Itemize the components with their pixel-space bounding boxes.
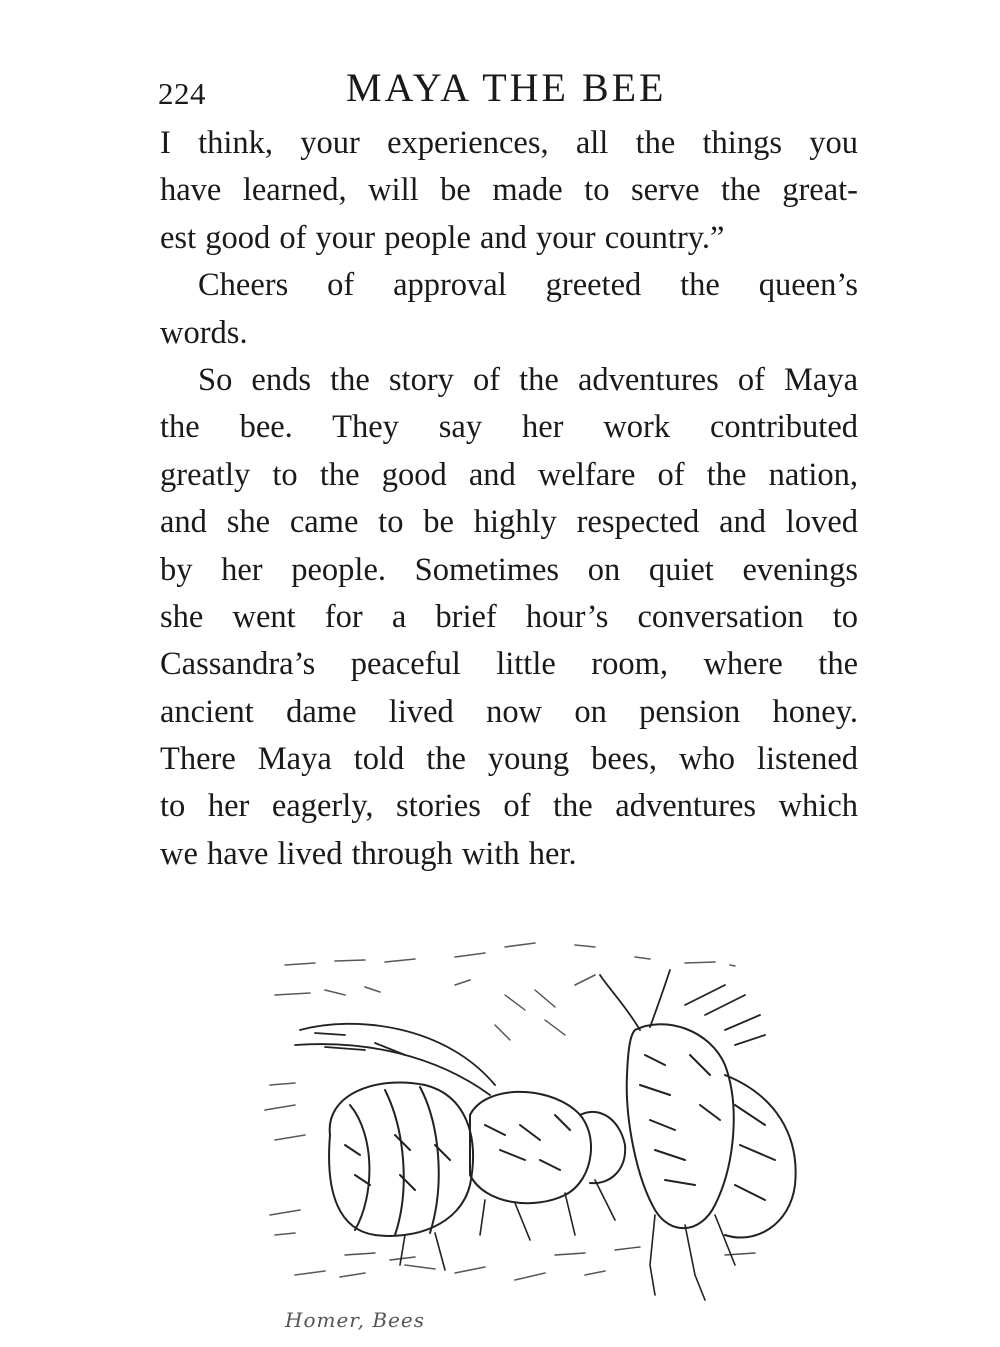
body-text	[160, 120, 858, 878]
illustration-signature: Homer, Bees	[285, 1308, 425, 1332]
text-line: we have lived through with her.	[160, 835, 577, 872]
page-header	[158, 62, 858, 112]
text-line: greatly to the good and welfare of the nation,	[160, 456, 858, 493]
text-line: Cassandra’s peaceful little room, where the	[160, 646, 858, 683]
text-line: the bee. They say her work contributed	[160, 409, 858, 446]
text-line: have learned, will be made to serve the great-	[160, 172, 858, 209]
paragraph-3	[160, 357, 858, 878]
paragraph-2	[160, 262, 858, 357]
text-line: There Maya told the young bees, who listened	[160, 741, 858, 778]
text-line: to her eagerly, stories of the adventures which	[160, 788, 858, 825]
paragraph-1	[160, 120, 858, 262]
text-line: and she came to be highly respected and loved	[160, 504, 858, 541]
text-line: she went for a brief hour’s conversation to	[160, 598, 858, 635]
text-line: ancient dame lived now on pension honey.	[160, 693, 858, 730]
text-line: est good of your people and your country.”	[160, 219, 725, 256]
page-number: 224	[158, 76, 206, 111]
running-title: MAYA THE BEE	[346, 65, 667, 110]
two-bees-sketch-icon	[255, 935, 815, 1315]
text-line: words.	[160, 314, 248, 351]
text-line: Cheers of approval greeted the queen’s	[198, 267, 858, 304]
text-line: So ends the story of the adventures of Maya	[198, 361, 858, 398]
text-line: I think, your experiences, all the things you	[160, 125, 858, 161]
text-line: by her people. Sometimes on quiet evenings	[160, 551, 858, 588]
